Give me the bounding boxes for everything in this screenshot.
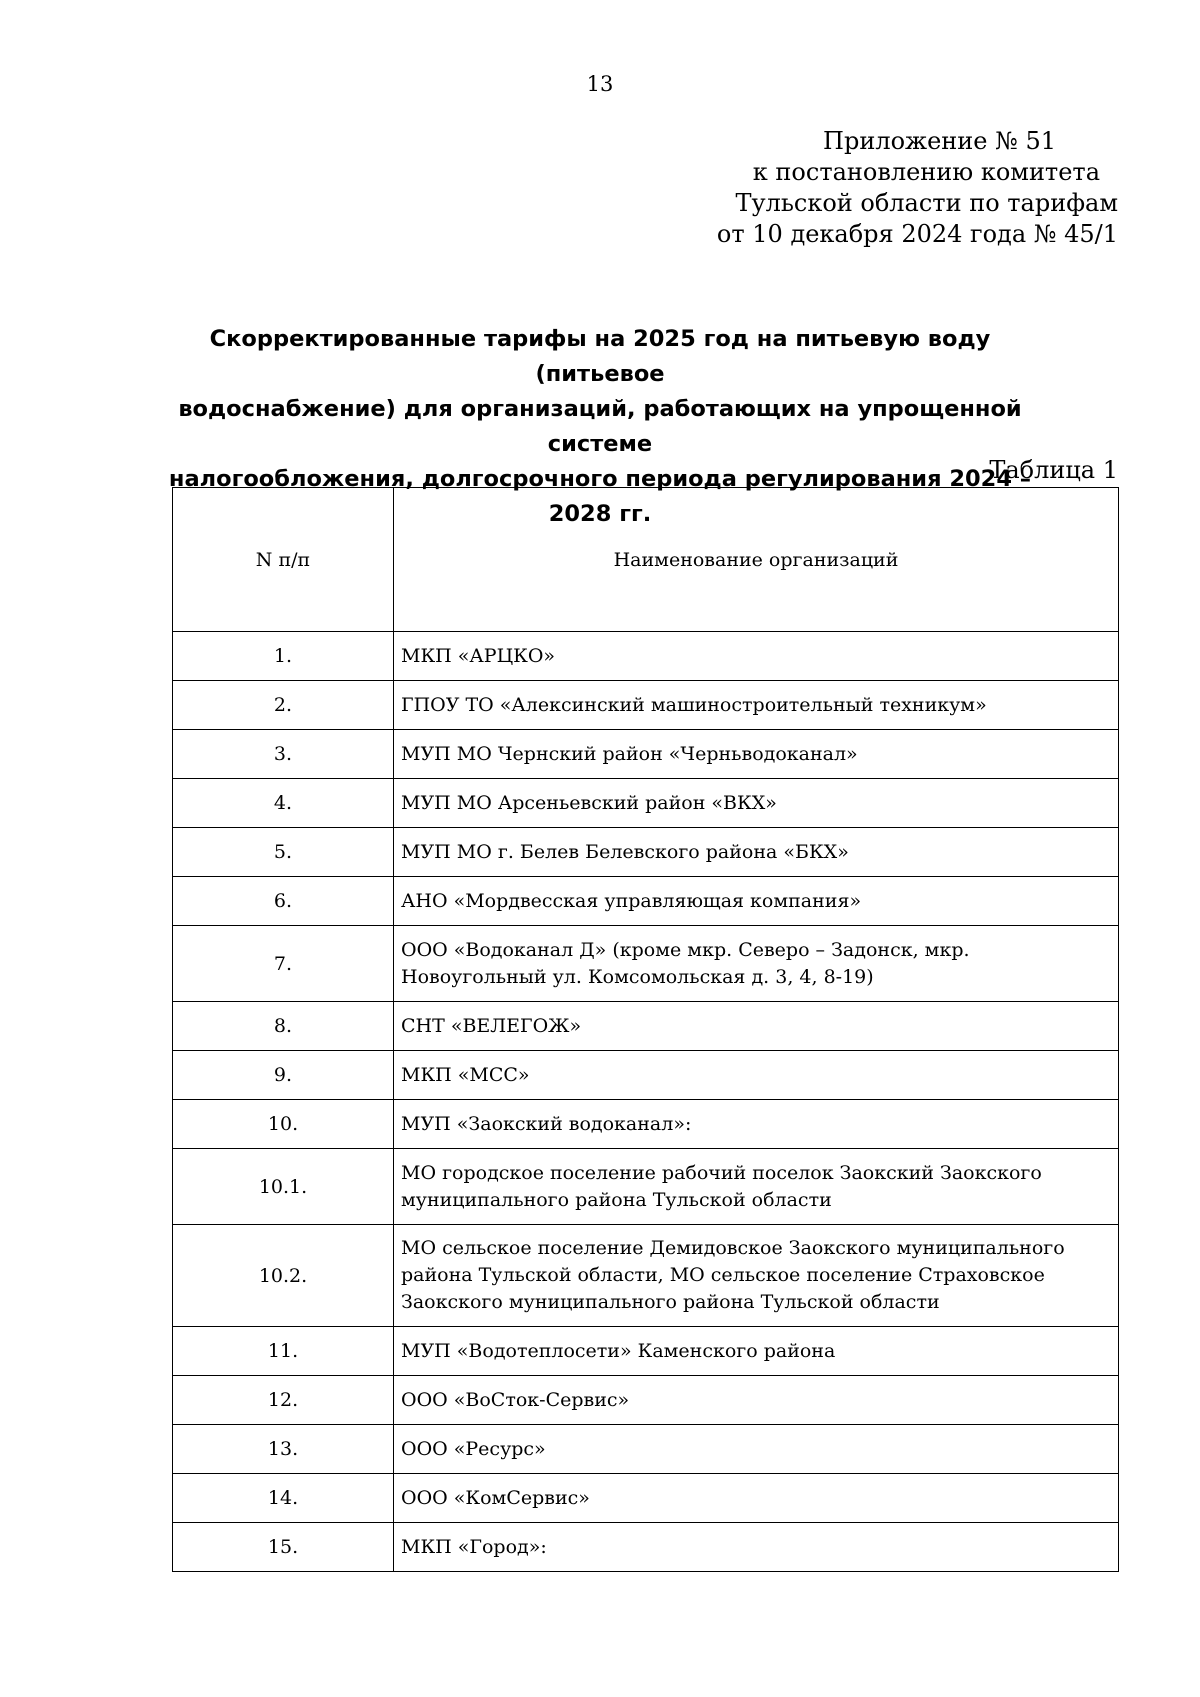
organization-name: МУП МО Чернский район «Черньводоканал» [394,730,1119,779]
table-row [173,1002,1119,1051]
table-row [173,730,1119,779]
row-number: 9. [173,1051,394,1100]
organization-name: ООО «КомСервис» [394,1474,1119,1523]
row-number: 10.2. [173,1225,394,1327]
row-number: 2. [173,681,394,730]
row-number: 7. [173,926,394,1002]
organization-name: ООО «ВоСток-Сервис» [394,1376,1119,1425]
organization-name: МУП «Водотеплосети» Каменского района [394,1327,1119,1376]
table-row [173,926,1119,1002]
organization-name: МО сельское поселение Демидовское Заокского муниципального района Тульской области, МО сельское поселение Страховское Заокского муниципального района Тульской области [394,1225,1119,1327]
table-row [173,1327,1119,1376]
row-number: 12. [173,1376,394,1425]
page-number: 13 [586,72,614,96]
table-row [173,877,1119,926]
table-row [173,1225,1119,1327]
table-row [173,828,1119,877]
row-number: 15. [173,1523,394,1572]
organization-name: ООО «Ресурс» [394,1425,1119,1474]
appendix-date: от 10 декабря 2024 года № 45/1 [716,220,1118,248]
organizations-table [172,487,1119,1572]
header-num: N п/п [173,488,394,632]
row-number: 13. [173,1425,394,1474]
organization-name: ГПОУ ТО «Алексинский машиностроительный техникум» [394,681,1119,730]
title-line-3: налогообложения, долгосрочного периода регулирования 2024 – 2028 гг. [168,466,1032,527]
title-line-1: Скорректированные тарифы на 2025 год на питьевую воду (питьевое [209,326,991,387]
organization-name: МУП МО Арсеньевский район «ВКХ» [394,779,1119,828]
table-label: Таблица 1 [989,456,1118,484]
organization-name: АНО «Мордвесская управляющая компания» [394,877,1119,926]
title-line-2: водоснабжение) для организаций, работающих на упрощенной системе [178,396,1022,457]
row-number: 4. [173,779,394,828]
row-number: 5. [173,828,394,877]
row-number: 8. [173,1002,394,1051]
table-row [173,1425,1119,1474]
organization-name: МКП «Город»: [394,1523,1119,1572]
organization-name: ООО «Водоканал Д» (кроме мкр. Северо – Задонск, мкр. Новоугольный ул. Комсомольская д. 3, 4, 8-19) [394,926,1119,1002]
table-row [173,779,1119,828]
table-row [173,632,1119,681]
table-row [173,1523,1119,1572]
table-row [173,1376,1119,1425]
row-number: 14. [173,1474,394,1523]
row-number: 10. [173,1100,394,1149]
appendix-committee: Тульской области по тарифам [735,189,1118,217]
organization-name: МУП МО г. Белев Белевского района «БКХ» [394,828,1119,877]
organization-name: МКП «МСС» [394,1051,1119,1100]
table-header-row [173,488,1119,632]
appendix-resolution: к постановлению комитета [752,158,1100,186]
row-number: 10.1. [173,1149,394,1225]
organization-name: МО городское поселение рабочий поселок Заокский Заокского муниципального района Тульской области [394,1149,1119,1225]
organization-name: МКП «АРЦКО» [394,632,1119,681]
appendix-reference [598,126,1118,250]
table-row [173,1051,1119,1100]
row-number: 11. [173,1327,394,1376]
table-row [173,1100,1119,1149]
table-row [173,1474,1119,1523]
table-row [173,681,1119,730]
row-number: 3. [173,730,394,779]
table-row [173,1149,1119,1225]
row-number: 6. [173,877,394,926]
row-number: 1. [173,632,394,681]
appendix-number: Приложение № 51 [823,127,1056,155]
organization-name: МУП «Заокский водоканал»: [394,1100,1119,1149]
organization-name: СНТ «ВЕЛЕГОЖ» [394,1002,1119,1051]
header-name: Наименование организаций [394,488,1119,632]
